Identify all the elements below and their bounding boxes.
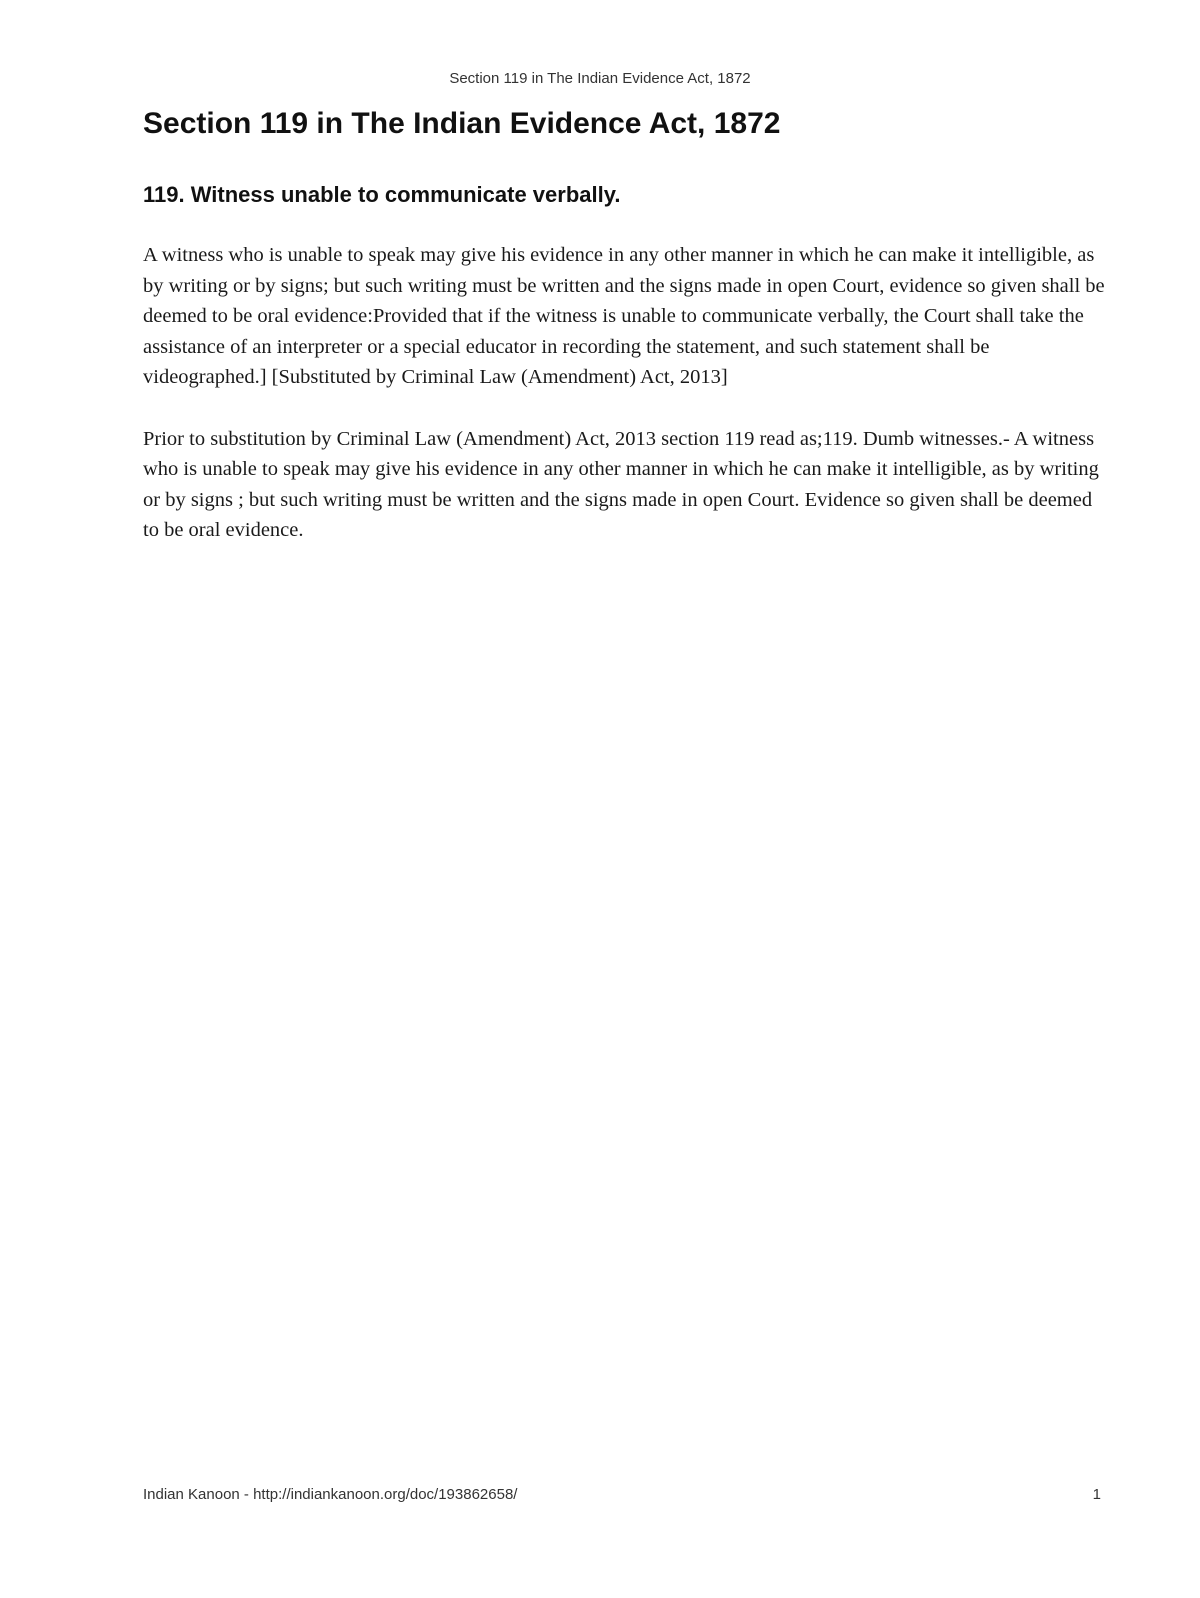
paragraph-prior-text: Prior to substitution by Criminal Law (Amendment) Act, 2013 section 119 read as;119. Dumb witnesses.- A witness who is unable to speak may give his evidence in any other manner in which he can make it intelligible, as by writing or by signs ; but such writing must be written and the signs made in open Court. Evidence so given shall be deemed to be oral evidence.: [143, 427, 1099, 541]
paragraph-current-text: A witness who is unable to speak may give his evidence in any other manner in which he can make it intelligible, as by writing or by signs; but such writing must be written and the signs made in open Court, evidence so given shall be deemed to be oral evidence:Provided that if the witness is unable to communicate verbally, the Court shall take the assistance of an interpreter or a special educator in recording the statement, and such statement shall be videographed.] [Substituted by Criminal Law (Amendment) Act, 2013]: [143, 244, 1105, 388]
section-heading: 119. Witness unable to communicate verbally.: [143, 182, 621, 207]
footer-source-link[interactable]: Indian Kanoon - http://indiankanoon.org/doc/193862658/: [143, 1486, 518, 1503]
page-number: 1: [1092, 1486, 1101, 1503]
document-title: Section 119 in The Indian Evidence Act, 1872: [143, 107, 781, 140]
running-header: Section 119 in The Indian Evidence Act, 1872: [449, 70, 751, 87]
document-body: [143, 104, 1109, 546]
